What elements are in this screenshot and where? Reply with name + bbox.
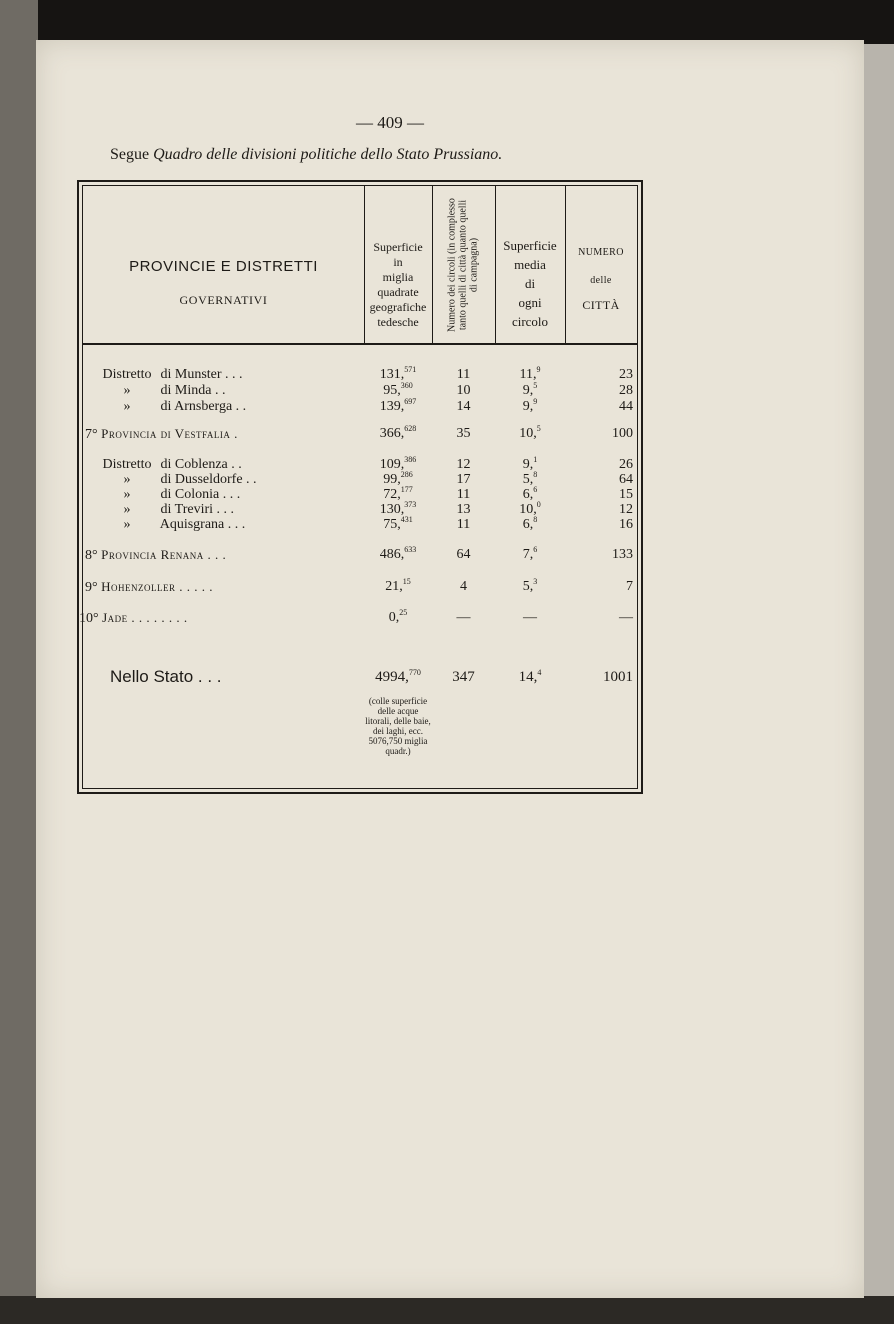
row-citta: 100: [612, 426, 633, 441]
row-area: 72,$^{177}$: [383, 485, 413, 502]
row-citta: —: [619, 610, 633, 625]
header-circoli-cell: [432, 186, 495, 344]
row-circoli: 11: [456, 517, 471, 532]
row-media: 10,$^5$: [519, 424, 541, 441]
header-numero-circoli: Numero dei circoli (in complesso tanto quelli di città quanto quelli di campagna): [446, 198, 480, 332]
table-row: [83, 502, 637, 518]
row-citta: 7: [626, 579, 633, 594]
header-numero-citta: NUMERO delle CITTÀ: [578, 247, 624, 312]
row-circoli: 10: [456, 383, 471, 398]
table-caption: [110, 146, 710, 164]
row-circoli: 12: [456, 457, 471, 472]
row-label: » di Treviri . . .: [123, 502, 235, 517]
row-area: 130,$^{373}$: [379, 500, 417, 517]
header-superficie-media: Superficie media di ogni circolo: [503, 238, 557, 329]
table-row: [83, 399, 637, 415]
row-media: 10,$^0$: [519, 500, 541, 517]
table-row: [83, 457, 637, 473]
table-row: [83, 487, 637, 503]
total-circoli: 347: [452, 669, 475, 685]
row-label: Distretto di Munster . . .: [102, 367, 243, 382]
page-number: — 409 —: [356, 113, 424, 132]
row-citta: 23: [619, 367, 633, 382]
total-media: 14,$^4$: [518, 668, 542, 685]
caption-title: Quadro delle divisioni politiche dello Stato Prussiano.: [153, 146, 503, 163]
table-row: [83, 383, 637, 399]
table-row: [83, 547, 637, 563]
row-area: 0,25: [388, 608, 408, 625]
row-label: 10° Jade . . . . . . . .: [79, 610, 188, 626]
row-circoli: 17: [456, 472, 471, 487]
row-label: » di Arnsberga . .: [123, 399, 247, 414]
row-circoli: 35: [456, 426, 471, 441]
statistics-table: [77, 180, 643, 794]
row-citta: 16: [619, 517, 633, 532]
row-circoli: 64: [456, 547, 471, 562]
table-row: [83, 517, 637, 533]
row-media: 9,$^9$: [522, 397, 538, 414]
row-media: 5,$^3$: [522, 577, 538, 594]
header-superficie: Superficie in miglia quadrate geografiche tedesche: [369, 240, 427, 329]
row-media: 11,$^9$: [519, 365, 541, 382]
total-note: (colle superficie delle acque litorali, delle baie, dei laghi, ecc. 5076,750 miglia quadr.): [365, 696, 431, 756]
row-area: 75,$^{431}$: [383, 515, 413, 532]
row-citta: 133: [612, 547, 633, 562]
table-row: [79, 608, 637, 626]
row-area: 99,$^{286}$: [383, 470, 413, 487]
scan-bottom-edge: [0, 1296, 894, 1324]
row-citta: 26: [619, 457, 633, 472]
row-area: 486,$^{633}$: [379, 545, 417, 562]
row-label: 8° Provincia Renana . . .: [85, 547, 227, 563]
row-circoli: 11: [456, 367, 471, 382]
row-circoli: 4: [460, 579, 467, 594]
row-label: 9° Hohenzoller . . . . .: [85, 579, 213, 595]
row-label: » di Colonia . . .: [123, 487, 241, 502]
row-media: —: [523, 610, 537, 625]
row-area: 21,15: [385, 577, 411, 594]
row-citta: 28: [619, 383, 633, 398]
row-citta: 64: [619, 472, 633, 487]
row-circoli: 14: [456, 399, 471, 414]
header-rule: [83, 343, 637, 345]
caption-prefix: Segue: [110, 146, 150, 163]
row-circoli: —: [456, 610, 471, 625]
row-media: 9,$^5$: [522, 381, 538, 398]
row-media: 9,$^1$: [522, 455, 538, 472]
total-citta: 1001: [603, 669, 633, 685]
row-citta: 44: [619, 399, 633, 414]
row-media: 6,$^8$: [522, 515, 538, 532]
row-label: » di Minda . .: [123, 383, 226, 398]
scan-left-edge: [0, 0, 38, 1324]
row-citta: 15: [619, 487, 633, 502]
row-area: 95,$^{360}$: [383, 381, 413, 398]
row-area: 366,$^{628}$: [379, 424, 417, 441]
total-row: [83, 666, 637, 688]
table-row: [83, 579, 637, 595]
row-media: 5,$^8$: [522, 470, 538, 487]
header-governativi: GOVERNATIVI: [179, 293, 268, 307]
total-label: Nello Stato . . .: [110, 667, 222, 686]
row-area: 131,$^{571}$: [379, 365, 417, 382]
row-area: 109,$^{386}$: [379, 455, 417, 472]
row-citta: 12: [619, 502, 633, 517]
table-row: [83, 367, 637, 383]
row-media: 7,$^6$: [522, 545, 538, 562]
row-area: 139,$^{697}$: [379, 397, 417, 414]
total-area: 4994,$^{770}$: [375, 668, 421, 685]
row-circoli: 11: [456, 487, 471, 502]
row-media: 6,$^6$: [522, 485, 538, 502]
row-label: » Aquisgrana . . .: [123, 517, 246, 532]
row-circoli: 13: [456, 502, 471, 517]
table-row: [83, 472, 637, 488]
row-label: » di Dusseldorfe . .: [123, 472, 257, 487]
row-label: Distretto di Coblenza . .: [102, 457, 242, 472]
row-label: 7° Provincia di Vestfalia .: [85, 426, 238, 442]
header-provinces: PROVINCIE E DISTRETTI: [129, 258, 318, 275]
table-row: [83, 426, 637, 442]
scan-top-edge: [0, 0, 894, 44]
